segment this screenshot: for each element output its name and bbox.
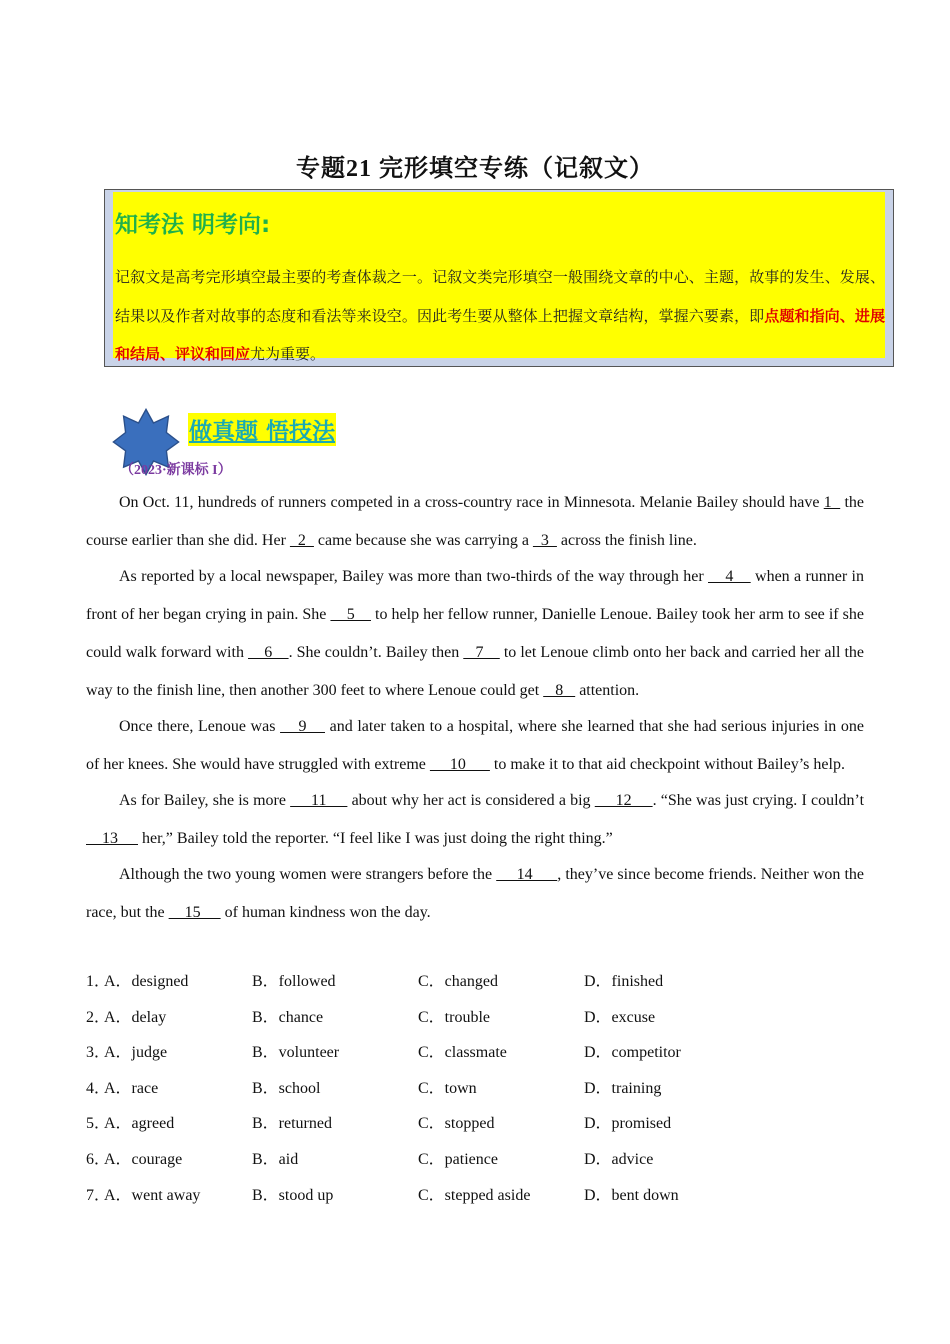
text-span: and later taken to a hospital, where she learned that she had serious injuries in one of her knees. She would have struggled with extreme — [86, 718, 865, 773]
question-number: 4． — [86, 1079, 111, 1097]
answer-options — [86, 964, 864, 1213]
question-row — [86, 964, 864, 1000]
option-a: A．judge — [104, 1044, 168, 1062]
blank-5: 5 — [330, 606, 371, 623]
question-number: 5． — [86, 1115, 111, 1133]
option-c: C．classmate — [418, 1044, 507, 1062]
option-a: A．race — [104, 1079, 159, 1097]
cloze-passage — [86, 484, 864, 932]
blank-4: 4 — [708, 568, 751, 585]
paragraph-1 — [86, 484, 864, 560]
paragraph-4 — [86, 782, 864, 858]
text-span: . “She was just crying. I couldn’t — [652, 792, 865, 809]
blank-10: 10 — [429, 756, 490, 773]
option-c: C．town — [418, 1079, 477, 1097]
text-span: Once there, Lenoue was — [119, 718, 281, 735]
option-d: D．finished — [584, 973, 664, 990]
option-a: A．courage — [104, 1150, 183, 1168]
text-span: across the finish line. — [556, 532, 697, 549]
text-span: of human kindness won the day. — [220, 904, 431, 921]
option-b: B．school — [252, 1079, 321, 1097]
question-row — [86, 1071, 864, 1107]
question-source: （2023·新课标 I） — [120, 463, 232, 478]
text-span: her,” Bailey told the reporter. “I feel like I was just doing the right thing.” — [138, 830, 613, 847]
question-row — [86, 1106, 864, 1142]
question-row — [86, 1142, 864, 1178]
option-b: B．followed — [252, 973, 336, 990]
text-span: As for Bailey, she is more — [119, 792, 291, 809]
option-a: A．delay — [104, 1008, 167, 1026]
option-d: D．competitor — [584, 1044, 681, 1062]
exam-tips-highlight — [113, 192, 885, 363]
option-a: A．went away — [104, 1186, 201, 1204]
question-row — [86, 1000, 864, 1036]
tips-text-part1: 记叙文是高考完形填空最主要的考查体裁之一。记叙文类完形填空一般围绕文章的中心、主题，故事的发生、发展、结果以及作者对故事的态度和看法等来设空。因此考生要从整体上把握文章结构，掌握六要素，即 — [115, 268, 885, 325]
option-c: C．trouble — [418, 1008, 490, 1026]
text-span: when a runner in front of her began crying in pain. She — [86, 568, 864, 623]
text-span: to help her fellow runner, Danielle Lenoue. Bailey took her arm to see if she could walk forward with — [86, 606, 865, 661]
option-b: B．volunteer — [252, 1044, 340, 1062]
text-span: As reported by a local newspaper, Bailey was more than two-thirds of the way through her — [119, 568, 708, 585]
question-number: 7． — [86, 1186, 111, 1204]
option-d: D．training — [584, 1079, 662, 1097]
text-span: came because she was carrying a — [313, 532, 533, 549]
blank-12: 12 — [594, 792, 653, 809]
tips-text-highlight: 点题和指向、进展和结局、评议和回应 — [115, 306, 885, 363]
blank-1: 1 — [823, 494, 841, 511]
blank-8: 8 — [543, 682, 576, 699]
option-b: B．chance — [252, 1008, 324, 1026]
question-row — [86, 1035, 864, 1071]
paragraph-2 — [86, 558, 864, 710]
option-d: D．bent down — [584, 1186, 679, 1204]
blank-7: 7 — [463, 644, 500, 661]
text-span: about why her act is considered a big — [347, 792, 595, 809]
option-b: B．stood up — [252, 1186, 334, 1204]
option-d: D．promised — [584, 1115, 672, 1133]
option-c: C．patience — [418, 1150, 498, 1168]
question-number: 1． — [86, 973, 111, 990]
text-span: . She couldn’t. Bailey then — [288, 644, 464, 661]
option-c: C．stepped aside — [418, 1186, 531, 1204]
option-d: D．excuse — [584, 1008, 656, 1026]
question-number: 2． — [86, 1008, 111, 1026]
question-number: 6． — [86, 1150, 111, 1168]
text-span: to make it to that aid checkpoint without Bailey’s help. — [489, 756, 845, 773]
blank-3: 3 — [532, 532, 557, 549]
page-title: 专题21 完形填空专练（记叙文） — [296, 156, 654, 182]
blank-14: 14 — [496, 866, 558, 883]
exam-tips-text — [115, 258, 885, 374]
text-span: attention. — [575, 682, 640, 699]
tips-text-part2: 尤为重要。 — [250, 345, 326, 363]
exam-tips-heading: 知考法 明考向: — [115, 212, 271, 238]
text-span: the course earlier than she did. Her — [86, 494, 865, 549]
option-d: D．advice — [584, 1150, 654, 1168]
blank-2: 2 — [289, 532, 314, 549]
paragraph-3 — [86, 708, 864, 784]
question-row — [86, 1178, 864, 1214]
blank-9: 9 — [280, 718, 325, 735]
text-span: , they’ve since become friends. Neither won the race, but the — [86, 866, 865, 921]
option-c: C．stopped — [418, 1115, 495, 1133]
blank-6: 6 — [248, 644, 289, 661]
text-span: On Oct. 11, hundreds of runners competed in a cross-country race in Minnesota. Melanie Bailey should have — [119, 494, 824, 511]
text-span: to let Lenoue climb onto her back and carried her all the way to the finish line, then another 300 feet to where Lenoue could get — [86, 644, 865, 699]
section-heading: 做真题 悟技法 — [188, 413, 336, 446]
blank-13: 13 — [86, 830, 138, 847]
option-b: B．aid — [252, 1150, 299, 1168]
blank-15: 15 — [168, 904, 221, 921]
exam-tips-box — [104, 189, 894, 367]
option-a: A．designed — [104, 973, 189, 990]
text-span: Although the two young women were strangers before the — [119, 866, 497, 883]
blank-11: 11 — [290, 792, 348, 809]
option-c: C．changed — [418, 973, 498, 990]
paragraph-5 — [86, 856, 864, 932]
option-b: B．returned — [252, 1115, 332, 1133]
option-a: A．agreed — [104, 1115, 175, 1133]
question-number: 3． — [86, 1044, 111, 1062]
